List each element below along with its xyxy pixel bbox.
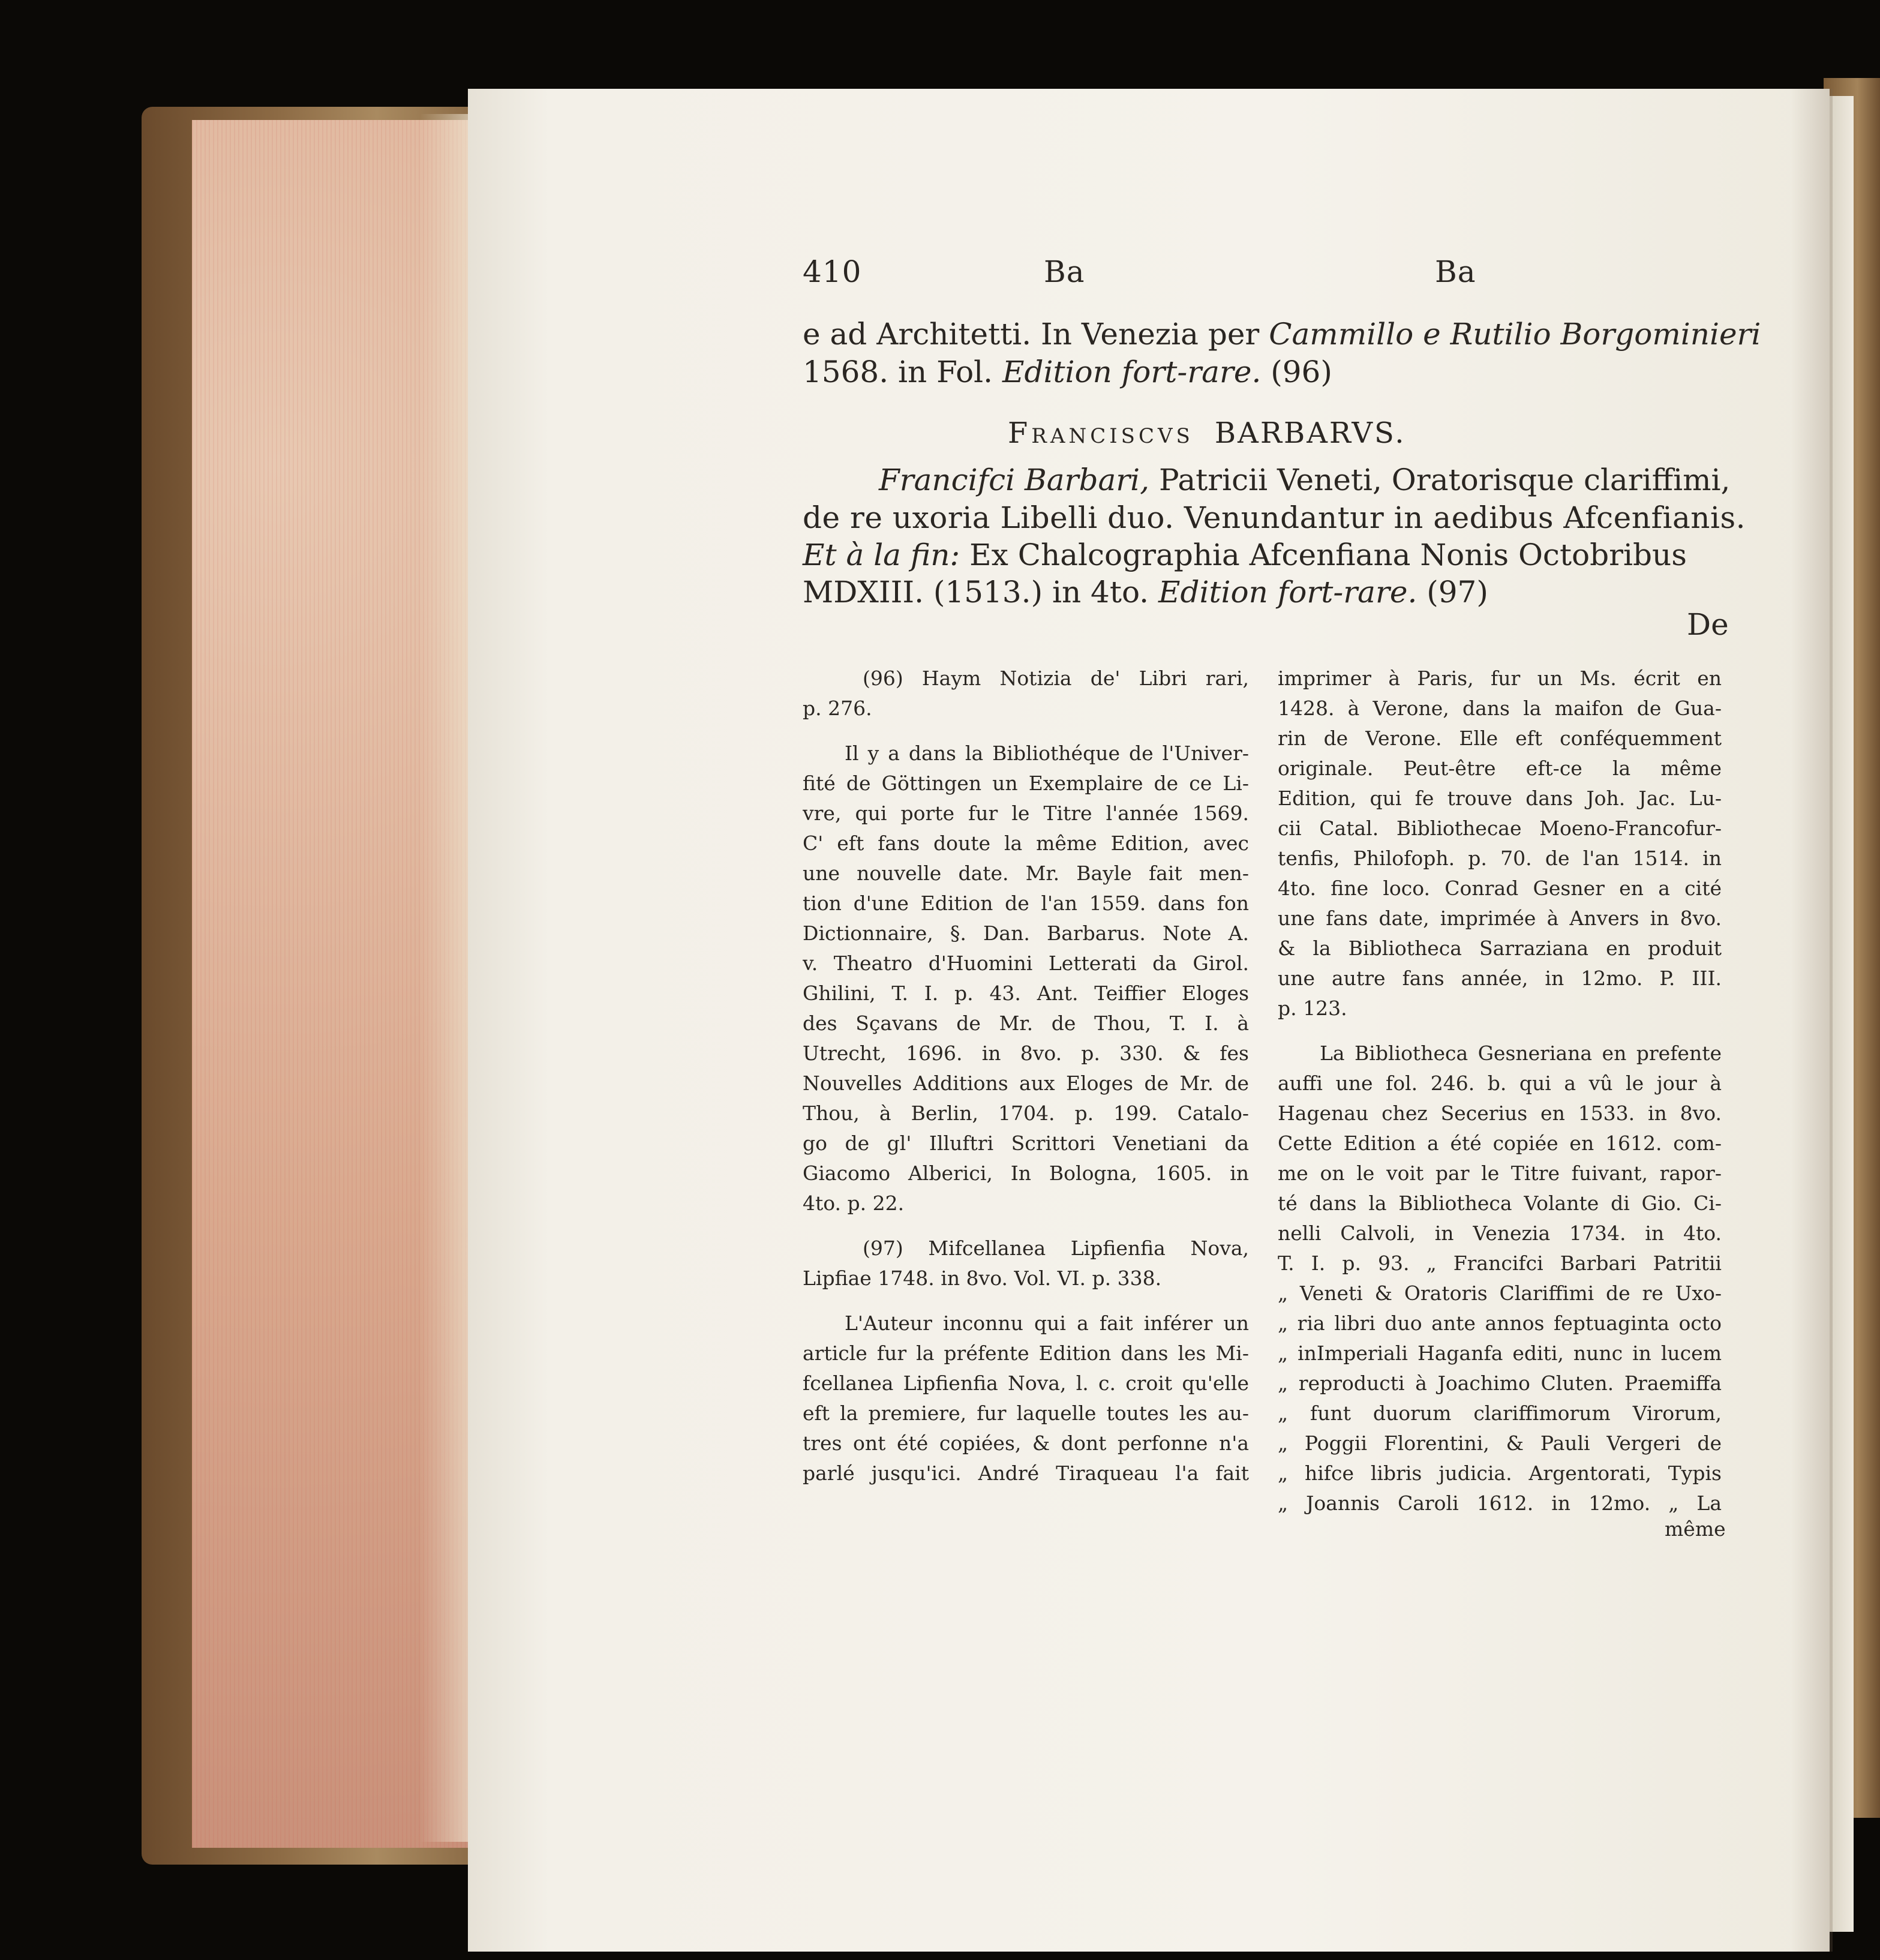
note-text-line: „ Poggii Florentini, & Pauli Vergeri de <box>1278 1431 1722 1455</box>
note-text-line: imprimer à Paris, fur un Ms. écrit en <box>1278 667 1722 690</box>
entry-line-4-roman: MDXIII. (1513.) in 4to. <box>803 575 1158 610</box>
entry-line-3-roman: Ex Chalcographia Afcenfiana Nonis Octobribus <box>960 538 1687 572</box>
entry-line-4 <box>803 575 1488 610</box>
note-text-line: L'Auteur inconnu qui a fait inférer un <box>845 1311 1249 1335</box>
note-text-line: „ hifce libris judicia. Argentorati, Typis <box>1278 1461 1722 1485</box>
right-note-column <box>1278 664 1722 1518</box>
note-text-line: „ inImperiali Haganfa editi, nunc in lucem <box>1278 1341 1722 1365</box>
page-edge-highlight <box>420 114 474 1842</box>
note-96-line: p. 276. <box>803 697 872 720</box>
facing-page-edge <box>1830 96 1854 1932</box>
note-text-line: „ ria libri duo ante annos feptuaginta octo <box>1278 1311 1722 1335</box>
note-text-line: Nouvelles Additions aux Eloges de Mr. de <box>803 1071 1249 1095</box>
note-text-line: C' eft fans doute la même Edition, avec <box>803 832 1249 855</box>
note-text-line: Dictionnaire, §. Dan. Barbarus. Note A. <box>803 922 1249 945</box>
section-title <box>1008 416 1406 450</box>
note-text-line: Il y a dans la Bibliothéque de l'Univer- <box>845 742 1249 765</box>
note-text-line: article fur la préfente Edition dans les Mi- <box>803 1341 1249 1365</box>
entry-line-4-italic: Edition fort-rare. <box>1158 575 1417 610</box>
note-text-line: Giacomo Alberici, In Bologna, 1605. in <box>803 1161 1249 1185</box>
main-line-1-italic: Cammillo e Rutilio Borgominieri <box>1269 317 1761 352</box>
note-text-line: tenfis, Philofoph. p. 70. de l'an 1514. in <box>1278 847 1722 870</box>
left-note-column <box>803 664 1249 1488</box>
note-text-line: fcellanea Lipfienfia Nova, l. c. croit qu'elle <box>803 1371 1249 1395</box>
note-text-line: des Sçavans de Mr. de Thou, T. I. à <box>803 1011 1249 1035</box>
note-text-line: 4to. p. 22. <box>803 1191 905 1215</box>
note-text-line: v. Theatro d'Huomini Letterati da Girol. <box>803 952 1249 975</box>
note-text-line: nelli Calvoli, in Venezia 1734. in 4to. <box>1278 1221 1722 1245</box>
running-head-left: Ba <box>1044 254 1085 289</box>
entry-line-2: de re uxoria Libelli duo. Venundantur in aedibus Afcenfianis. <box>803 500 1746 535</box>
note-text-line: vre, qui porte fur le Titre l'année 1569. <box>803 802 1249 825</box>
note-text-line: go de gl' Illuftri Scrittori Venetiani da <box>803 1131 1249 1155</box>
note-text-line: Cette Edition a été copiée en 1612. com- <box>1278 1131 1722 1155</box>
note-text-line: La Bibliotheca Gesneriana en prefente <box>1320 1041 1722 1065</box>
note-text-line: une autre fans année, in 12mo. P. III. <box>1278 967 1722 990</box>
note-text-line: originale. Peut-être eft-ce la même <box>1278 757 1722 780</box>
note-text-line: Ghilini, T. I. p. 43. Ant. Teiffier Eloges <box>803 981 1249 1005</box>
note-text-line: tres ont été copiées, & dont perfonne n'a <box>803 1431 1249 1455</box>
section-title-surname: BARBARVS. <box>1214 416 1406 450</box>
entry-line-1-roman: Patricii Veneti, Oratorisque clariffimi, <box>1149 463 1731 497</box>
note-text-line: rin de Verone. Elle eft conféquemment <box>1278 727 1722 750</box>
main-line-2 <box>803 357 1332 387</box>
note-text-line: „ Joannis Caroli 1612. in 12mo. „ La <box>1278 1491 1722 1515</box>
note-text-line: „ Veneti & Oratoris Clariffimi de re Uxo- <box>1278 1281 1722 1305</box>
note-text-line: fité de Göttingen un Exemplaire de ce Li- <box>803 772 1249 795</box>
note-text-line: une nouvelle date. Mr. Bayle fait men- <box>803 862 1249 885</box>
note-text-line: parlé jusqu'ici. André Tiraqueau l'a fait <box>803 1461 1249 1485</box>
note-text-line: auffi une fol. 246. b. qui a vû le jour à <box>1278 1071 1722 1095</box>
main-line-1 <box>803 317 1761 352</box>
note-text-line: Utrecht, 1696. in 8vo. p. 330. & fes <box>803 1041 1249 1065</box>
running-head-right: Ba <box>1435 254 1476 289</box>
entry-line-1-italic: Francifci Barbari, <box>879 463 1150 497</box>
section-title-given-name: Franciscvs <box>1008 416 1194 450</box>
note-text-line: „ reproducti à Joachimo Cluten. Praemiffa <box>1278 1371 1722 1395</box>
note-text-line: 4to. fine loco. Conrad Gesner en a cité <box>1278 877 1722 900</box>
main-line-1-roman: e ad Architetti. In Venezia per <box>803 317 1269 352</box>
note-text-line: „ funt duorum clariffimorum Virorum, <box>1278 1401 1722 1425</box>
main-line-2-italic: Edition fort-rare. <box>1002 355 1262 389</box>
page-number: 410 <box>803 254 862 289</box>
note-text-line: & la Bibliotheca Sarraziana en produit <box>1278 937 1722 960</box>
entry-line-3 <box>803 540 1687 570</box>
footnote-ref-96: (96) <box>1261 355 1332 389</box>
note-text-line: me on le voit par le Titre fuivant, rapor- <box>1278 1161 1722 1185</box>
note-text-line: tion d'une Edition de l'an 1559. dans fon <box>803 892 1249 915</box>
note-text-line: eft la premiere, fur laquelle toutes les au- <box>803 1401 1249 1425</box>
note-text-line: p. 123. <box>1278 996 1347 1020</box>
note-96-line: (96) Haym Notizia de' Libri rari, <box>863 667 1249 690</box>
note-text-line: cii Catal. Bibliothecae Moeno-Francofur- <box>1278 817 1722 840</box>
note-text-line: Thou, à Berlin, 1704. p. 199. Catalo- <box>803 1101 1249 1125</box>
note-97-line: Lipfiae 1748. in 8vo. Vol. VI. p. 338. <box>803 1266 1162 1290</box>
main-line-2-roman: 1568. in Fol. <box>803 355 1002 389</box>
catchword-main: De <box>1687 607 1729 642</box>
note-text-line: une fans date, imprimée à Anvers in 8vo. <box>1278 907 1722 930</box>
entry-line-3-italic: Et à la fin: <box>803 538 960 572</box>
note-text-line: té dans la Bibliotheca Volante di Gio. Ci- <box>1278 1191 1722 1215</box>
catchword-notes: même <box>1665 1517 1726 1541</box>
note-text-line: Hagenau chez Secerius en 1533. in 8vo. <box>1278 1101 1722 1125</box>
note-97-line: (97) Mifcellanea Lipfienfia Nova, <box>863 1236 1249 1260</box>
note-text-line: 1428. à Verone, dans la maifon de Gua- <box>1278 697 1722 720</box>
note-text-line: Edition, qui fe trouve dans Joh. Jac. Lu- <box>1278 787 1722 810</box>
gutter-shadow <box>1791 89 1833 1952</box>
footnote-ref-97: (97) <box>1417 575 1488 610</box>
note-text-line: T. I. p. 93. „ Francifci Barbari Patritii <box>1278 1251 1722 1275</box>
entry-line-1 <box>879 465 1730 495</box>
